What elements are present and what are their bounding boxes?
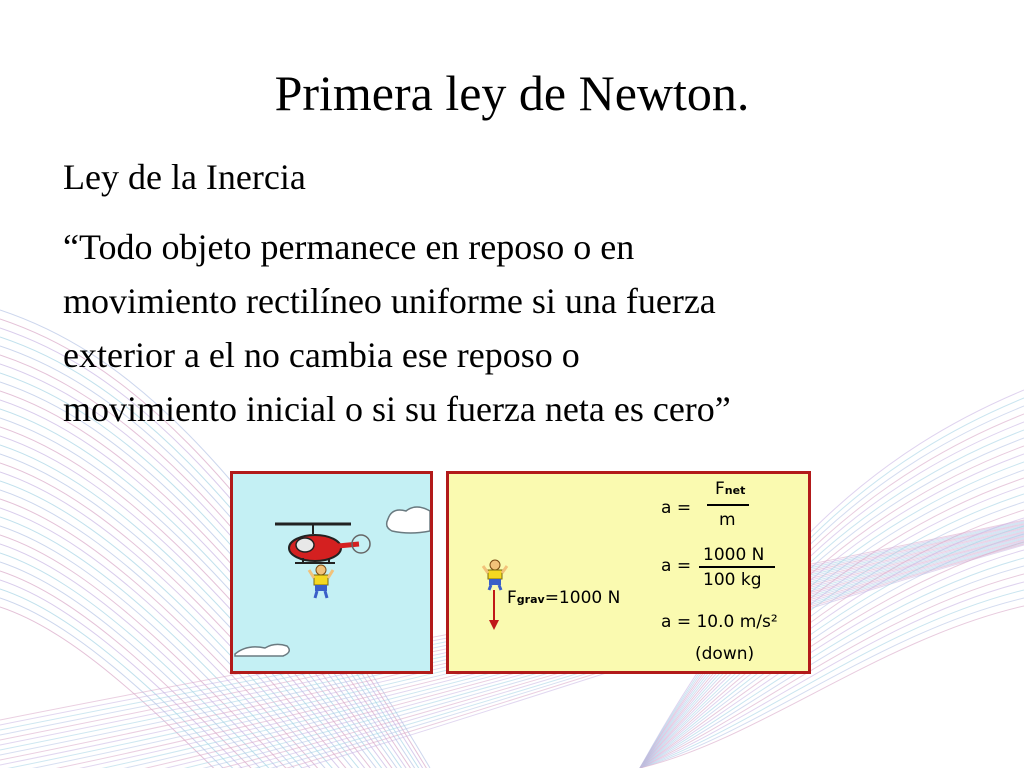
eq1-num-base: F: [715, 479, 725, 499]
eq1-denominator: m: [719, 510, 736, 530]
person-icon: [309, 565, 333, 598]
body-line: movimiento inicial o si su fuerza neta es cero”: [63, 389, 731, 429]
force-arrow-icon: [489, 590, 499, 630]
helicopter-icon: [275, 524, 370, 563]
eq3-result: a = 10.0 m/s²: [661, 612, 778, 632]
force-label-base: F: [507, 588, 517, 608]
eq1-num-sub: net: [724, 484, 746, 497]
cloud-icon: [235, 644, 289, 656]
body-line: “Todo objeto permanece en reposo o en: [63, 227, 635, 267]
eq1-lhs: a =: [661, 498, 692, 518]
helicopter-illustration: [230, 471, 433, 674]
body-quote: [63, 220, 963, 436]
eq1-fraction-bar: [707, 504, 749, 506]
eq3-direction: (down): [695, 644, 755, 664]
sky-scene: [233, 474, 430, 671]
force-label-sub: grav: [516, 593, 545, 606]
eq1-numerator: [715, 479, 745, 499]
body-line: movimiento rectilíneo uniforme si una fuerza: [63, 281, 716, 321]
slide-subtitle: Ley de la Inercia: [63, 157, 306, 197]
eq2-denominator: 100 kg: [703, 570, 762, 590]
force-label: [507, 588, 620, 608]
slide-title: Primera ley de Newton.: [274, 65, 750, 121]
body-line: exterior a el no cambia ese reposo o: [63, 335, 580, 375]
equation-panel: [446, 471, 811, 674]
eq2-fraction-bar: [699, 566, 775, 568]
force-label-value: =1000 N: [544, 588, 621, 608]
eq2-numerator: 1000 N: [703, 545, 765, 565]
eq2-lhs: a =: [661, 556, 692, 576]
person-icon: [483, 560, 507, 590]
cloud-icon: [387, 507, 430, 533]
